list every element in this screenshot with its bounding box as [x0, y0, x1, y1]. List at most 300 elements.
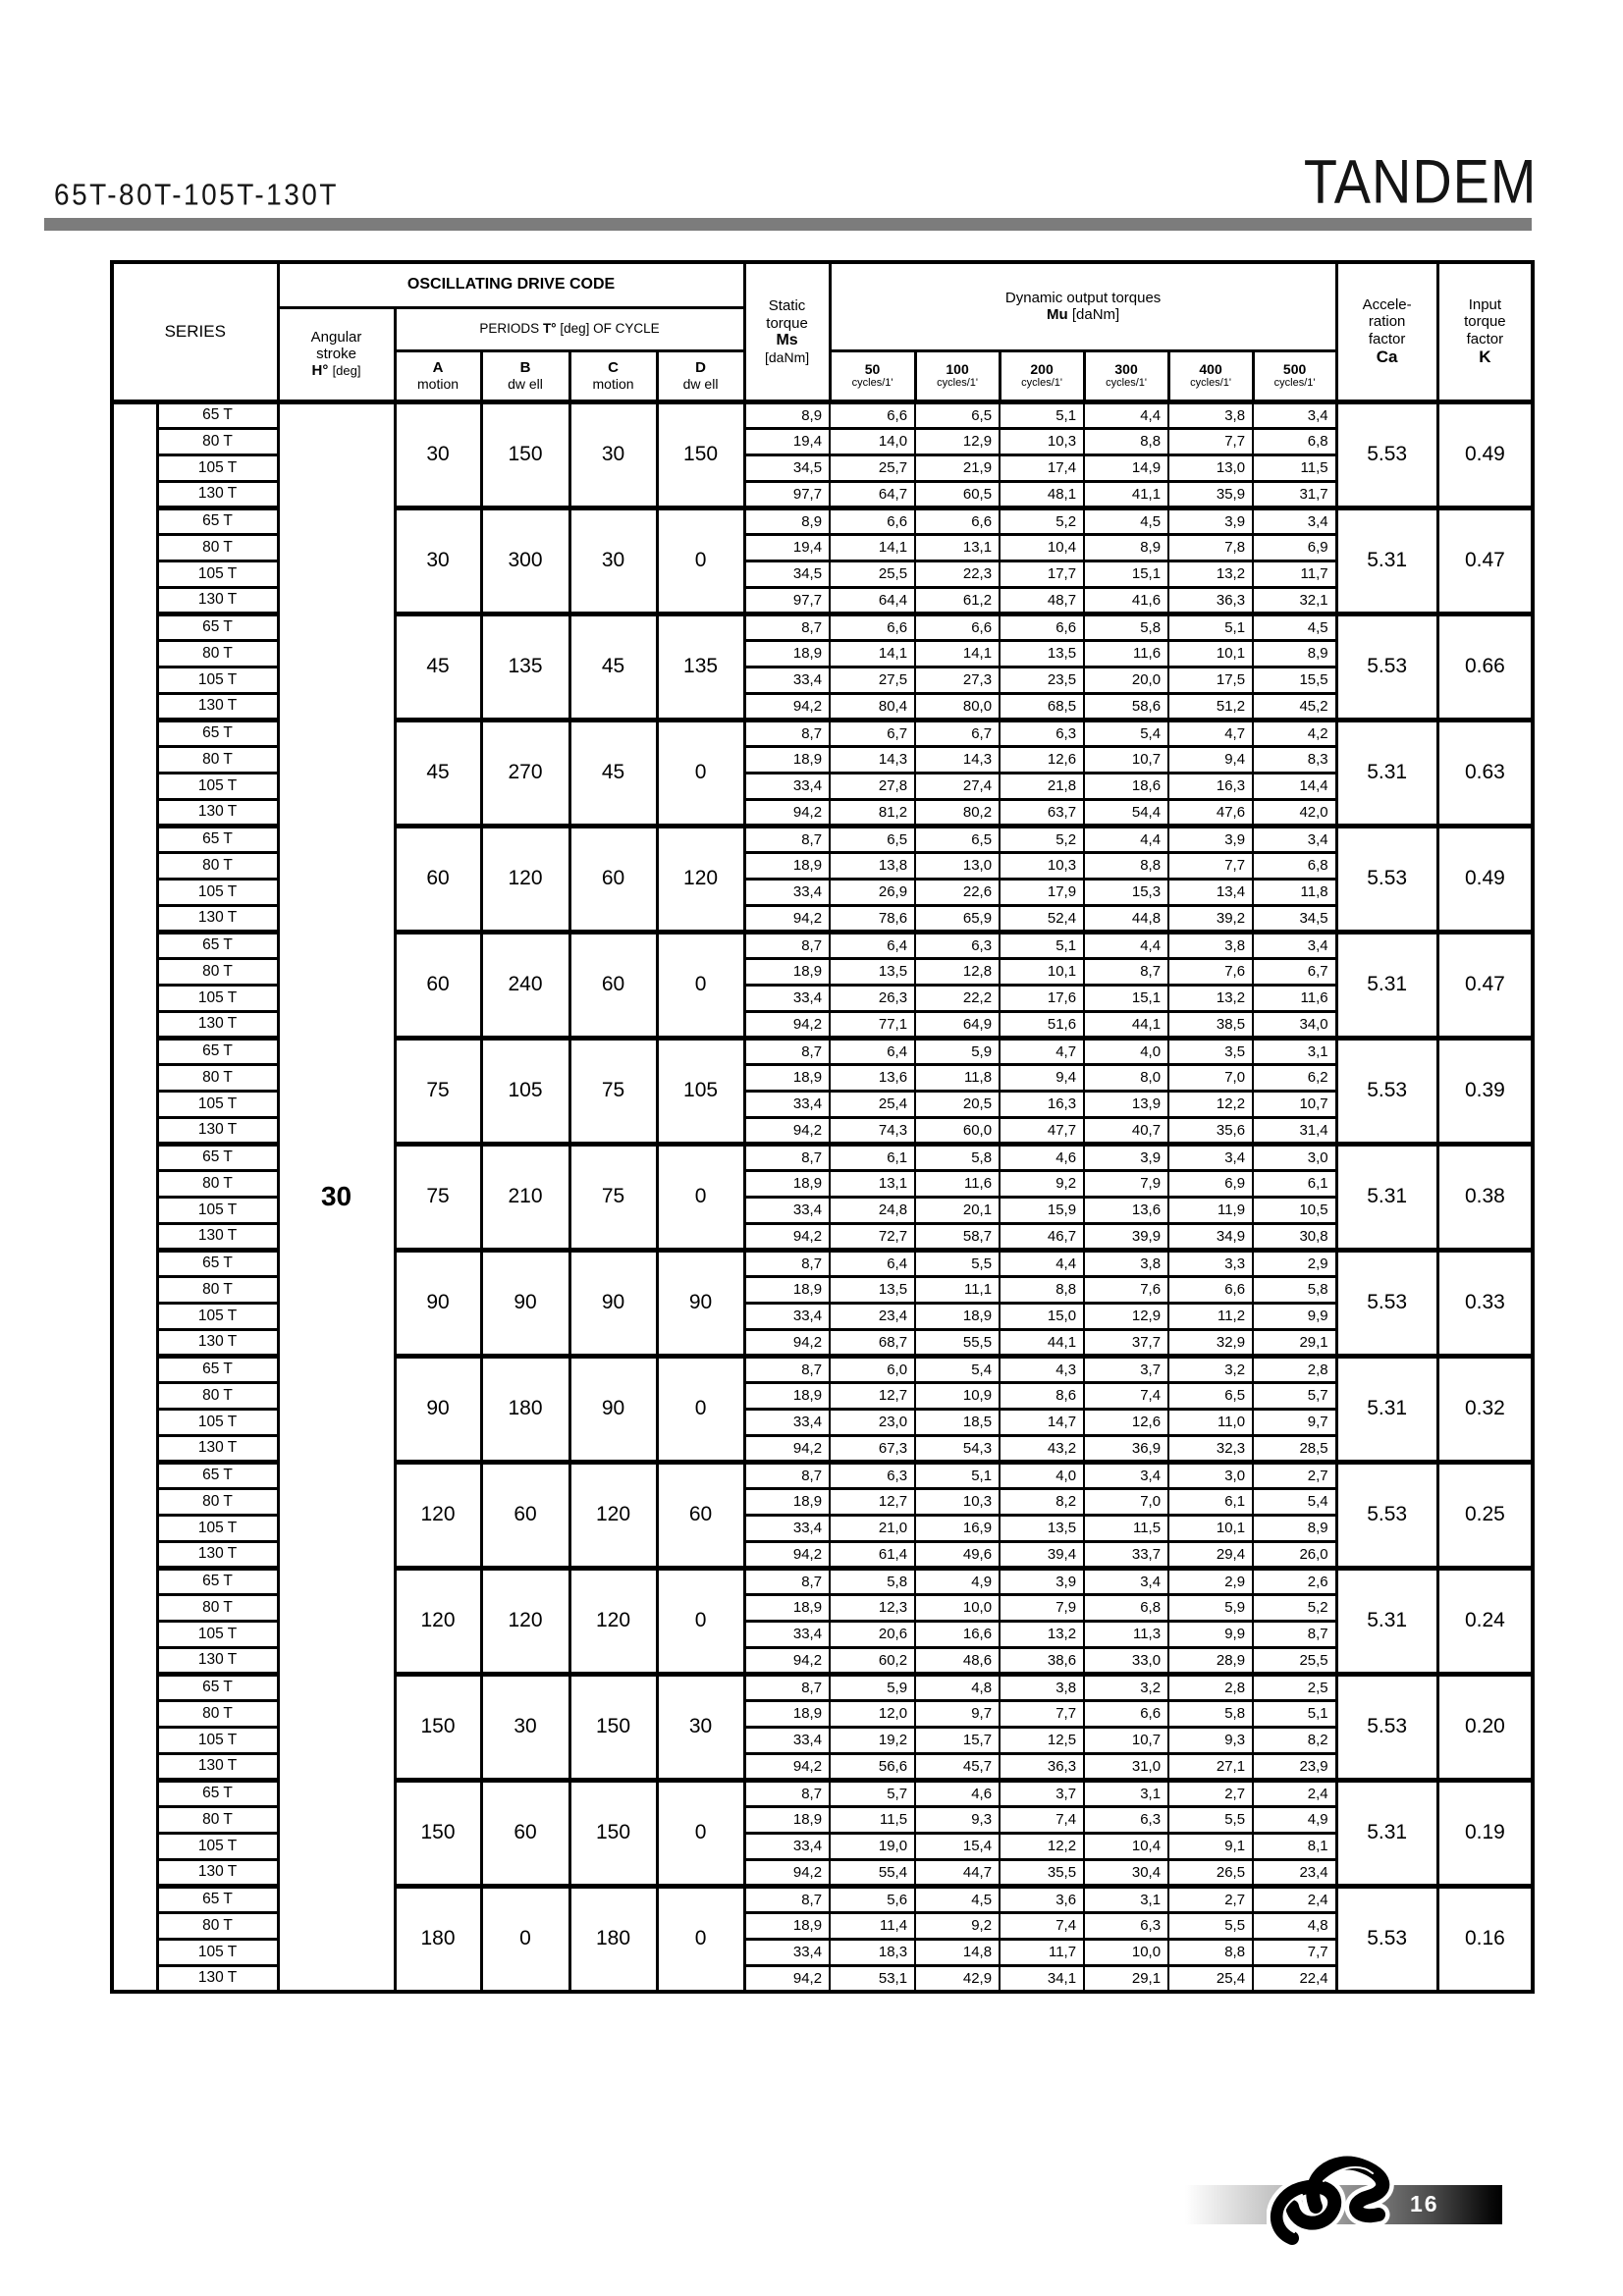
- static-torque-cell: 8,7: [744, 1568, 830, 1594]
- series-cell: 80 T: [157, 1064, 278, 1091]
- torque-value-cell: 3,4: [1253, 401, 1336, 428]
- torque-value-cell: 48,1: [1000, 481, 1084, 507]
- input-factor-line: factor: [1466, 330, 1504, 347]
- series-cell: 105 T: [157, 561, 278, 587]
- torque-value-cell: 42,9: [915, 1965, 1000, 1992]
- torque-value-cell: 72,7: [830, 1223, 915, 1250]
- torque-value-cell: 5,1: [1253, 1700, 1336, 1727]
- period-b-cell: 105: [481, 1038, 569, 1144]
- period-word: motion: [592, 376, 634, 393]
- torque-value-cell: 5,4: [1084, 720, 1168, 746]
- torque-value-cell: 5,8: [1084, 614, 1168, 640]
- series-cell: 130 T: [157, 1859, 278, 1886]
- series-cell: 130 T: [157, 1647, 278, 1674]
- torque-value-cell: 38,6: [1000, 1647, 1084, 1674]
- acceleration-factor-cell: 5.53: [1336, 1674, 1437, 1780]
- period-b-cell: 180: [481, 1356, 569, 1462]
- series-cell: 130 T: [157, 905, 278, 932]
- torque-value-cell: 3,2: [1168, 1356, 1253, 1382]
- period-d-cell: 150: [657, 401, 744, 507]
- torque-value-cell: 13,2: [1000, 1621, 1084, 1647]
- torque-value-cell: 3,9: [1168, 507, 1253, 534]
- torque-value-cell: 3,4: [1168, 1144, 1253, 1170]
- static-torque-cell: 18,9: [744, 958, 830, 985]
- torque-value-cell: 81,2: [830, 799, 915, 826]
- torque-value-cell: 12,9: [1084, 1303, 1168, 1329]
- divider-bar: [44, 218, 1532, 231]
- torque-value-cell: 10,5: [1253, 1197, 1336, 1223]
- torque-value-cell: 6,7: [915, 720, 1000, 746]
- torque-value-cell: 3,9: [1084, 1144, 1168, 1170]
- torque-value-cell: 31,7: [1253, 481, 1336, 507]
- period-a-cell: 60: [395, 932, 481, 1038]
- static-torque-cell: 33,4: [744, 1409, 830, 1435]
- period-d-cell: 0: [657, 1568, 744, 1674]
- torque-value-cell: 12,6: [1084, 1409, 1168, 1435]
- period-d-cell: 30: [657, 1674, 744, 1780]
- static-torque-cell: 94,2: [744, 1117, 830, 1144]
- torque-value-cell: 10,0: [1084, 1939, 1168, 1965]
- series-cell: 105 T: [157, 1833, 278, 1859]
- torque-value-cell: 80,0: [915, 693, 1000, 720]
- series-cell: 105 T: [157, 1515, 278, 1541]
- torque-value-cell: 26,3: [830, 985, 915, 1011]
- torque-value-cell: 8,3: [1253, 746, 1336, 773]
- torque-value-cell: 3,1: [1253, 1038, 1336, 1064]
- torque-value-cell: 36,9: [1084, 1435, 1168, 1462]
- static-torque-cell: 8,7: [744, 1356, 830, 1382]
- series-cell: 65 T: [157, 1356, 278, 1382]
- torque-value-cell: 6,9: [1168, 1170, 1253, 1197]
- static-torque-cell: 94,2: [744, 799, 830, 826]
- torque-value-cell: 5,2: [1000, 826, 1084, 852]
- period-word: dw ell: [508, 376, 543, 393]
- torque-value-cell: 4,5: [1084, 507, 1168, 534]
- torque-value-cell: 54,4: [1084, 799, 1168, 826]
- cycles-value: 300: [1114, 361, 1138, 378]
- torque-value-cell: 31,4: [1253, 1117, 1336, 1144]
- torque-value-cell: 21,8: [1000, 773, 1084, 799]
- cycles-unit: cycles/1': [851, 377, 893, 390]
- series-cell: 80 T: [157, 958, 278, 985]
- torque-value-cell: 9,7: [1253, 1409, 1336, 1435]
- acceleration-factor-cell: 5.53: [1336, 1250, 1437, 1356]
- series-cell: 80 T: [157, 640, 278, 667]
- acceleration-factor-cell: 5.53: [1336, 826, 1437, 932]
- period-c-cell: 150: [569, 1780, 657, 1886]
- torque-value-cell: 5,1: [1000, 932, 1084, 958]
- acceleration-factor-cell: 5.53: [1336, 1462, 1437, 1568]
- torque-value-cell: 3,5: [1168, 1038, 1253, 1064]
- static-torque-cell: 94,2: [744, 905, 830, 932]
- torque-value-cell: 80,4: [830, 693, 915, 720]
- torque-value-cell: 10,3: [915, 1488, 1000, 1515]
- torque-value-cell: 3,2: [1084, 1674, 1168, 1700]
- series-cell: 65 T: [157, 1144, 278, 1170]
- torque-value-cell: 74,3: [830, 1117, 915, 1144]
- angular-symbol: H°: [311, 362, 329, 380]
- period-c-cell: 30: [569, 507, 657, 614]
- torque-value-cell: 5,4: [915, 1356, 1000, 1382]
- torque-value-cell: 13,2: [1168, 985, 1253, 1011]
- static-torque-cell: 33,4: [744, 879, 830, 905]
- torque-value-cell: 4,5: [1253, 614, 1336, 640]
- col-header-period-a: [395, 350, 481, 401]
- static-torque-cell: 19,4: [744, 428, 830, 454]
- torque-value-cell: 77,1: [830, 1011, 915, 1038]
- torque-value-cell: 36,3: [1000, 1753, 1084, 1780]
- period-a-cell: 120: [395, 1568, 481, 1674]
- static-torque-cell: 18,9: [744, 1488, 830, 1515]
- torque-value-cell: 4,4: [1084, 826, 1168, 852]
- period-letter: B: [519, 358, 531, 376]
- static-torque-cell: 94,2: [744, 1541, 830, 1568]
- static-torque-line: Static: [768, 297, 806, 315]
- cycles-value: 100: [946, 361, 969, 378]
- torque-value-cell: 2,8: [1253, 1356, 1336, 1382]
- torque-value-cell: 12,7: [830, 1382, 915, 1409]
- torque-value-cell: 8,0: [1084, 1064, 1168, 1091]
- period-d-cell: 0: [657, 1780, 744, 1886]
- torque-value-cell: 14,7: [1000, 1409, 1084, 1435]
- torque-value-cell: 6,3: [1084, 1912, 1168, 1939]
- torque-value-cell: 12,2: [1168, 1091, 1253, 1117]
- torque-value-cell: 13,1: [915, 534, 1000, 561]
- torque-value-cell: 17,6: [1000, 985, 1084, 1011]
- torque-value-cell: 11,6: [1253, 985, 1336, 1011]
- torque-value-cell: 5,8: [1168, 1700, 1253, 1727]
- col-header-static-torque: [744, 262, 830, 401]
- torque-value-cell: 13,5: [830, 958, 915, 985]
- torque-value-cell: 11,9: [1168, 1197, 1253, 1223]
- torque-value-cell: 13,5: [1000, 640, 1084, 667]
- static-torque-cell: 18,9: [744, 852, 830, 879]
- table-row: [112, 401, 1533, 428]
- torque-value-cell: 44,7: [915, 1859, 1000, 1886]
- torque-value-cell: 19,0: [830, 1833, 915, 1859]
- series-cell: 65 T: [157, 614, 278, 640]
- period-a-cell: 90: [395, 1356, 481, 1462]
- torque-value-cell: 2,5: [1253, 1674, 1336, 1700]
- torque-value-cell: 7,0: [1084, 1488, 1168, 1515]
- period-letter: C: [608, 358, 619, 376]
- torque-value-cell: 14,1: [830, 640, 915, 667]
- torque-value-cell: 6,6: [915, 507, 1000, 534]
- acceleration-factor-cell: 5.31: [1336, 1780, 1437, 1886]
- torque-value-cell: 47,6: [1168, 799, 1253, 826]
- static-torque-cell: 33,4: [744, 1727, 830, 1753]
- cycles-value: 400: [1199, 361, 1222, 378]
- torque-value-cell: 8,7: [1253, 1621, 1336, 1647]
- torque-value-cell: 11,7: [1000, 1939, 1084, 1965]
- input-factor-line: torque: [1464, 313, 1506, 331]
- torque-value-cell: 2,8: [1168, 1674, 1253, 1700]
- static-torque-cell: 8,7: [744, 1250, 830, 1276]
- torque-value-cell: 5,2: [1000, 507, 1084, 534]
- series-cell: 130 T: [157, 1329, 278, 1356]
- torque-value-cell: 61,4: [830, 1541, 915, 1568]
- input-factor-cell: 0.24: [1437, 1568, 1533, 1674]
- cycles-value: 50: [864, 361, 881, 378]
- torque-value-cell: 15,3: [1084, 879, 1168, 905]
- torque-value-cell: 39,9: [1084, 1223, 1168, 1250]
- torque-value-cell: 32,3: [1168, 1435, 1253, 1462]
- torque-value-cell: 6,1: [830, 1144, 915, 1170]
- torque-value-cell: 8,8: [1168, 1939, 1253, 1965]
- torque-value-cell: 48,7: [1000, 587, 1084, 614]
- period-b-cell: 90: [481, 1250, 569, 1356]
- torque-value-cell: 9,3: [1168, 1727, 1253, 1753]
- torque-value-cell: 11,7: [1253, 561, 1336, 587]
- torque-value-cell: 25,4: [830, 1091, 915, 1117]
- torque-value-cell: 6,5: [915, 826, 1000, 852]
- series-cell: 130 T: [157, 587, 278, 614]
- cycles-value: 200: [1030, 361, 1054, 378]
- torque-value-cell: 68,5: [1000, 693, 1084, 720]
- torque-value-cell: 4,7: [1168, 720, 1253, 746]
- torque-value-cell: 15,7: [915, 1727, 1000, 1753]
- torque-value-cell: 3,8: [1168, 401, 1253, 428]
- torque-value-cell: 5,1: [1168, 614, 1253, 640]
- col-header-cycles-200: [1000, 350, 1084, 401]
- torque-value-cell: 65,9: [915, 905, 1000, 932]
- torque-value-cell: 34,5: [1253, 905, 1336, 932]
- torque-value-cell: 7,9: [1000, 1594, 1084, 1621]
- periods-unit-text: [deg] OF CYCLE: [560, 321, 660, 337]
- torque-value-cell: 29,1: [1084, 1965, 1168, 1992]
- torque-value-cell: 52,4: [1000, 905, 1084, 932]
- series-cell: 65 T: [157, 1038, 278, 1064]
- torque-value-cell: 20,6: [830, 1621, 915, 1647]
- torque-value-cell: 39,4: [1000, 1541, 1084, 1568]
- torque-value-cell: 14,3: [915, 746, 1000, 773]
- torque-value-cell: 6,6: [830, 401, 915, 428]
- torque-value-cell: 32,1: [1253, 587, 1336, 614]
- period-d-cell: 0: [657, 1144, 744, 1250]
- torque-value-cell: 17,7: [1000, 561, 1084, 587]
- static-torque-cell: 8,7: [744, 1886, 830, 1912]
- torque-value-cell: 9,9: [1253, 1303, 1336, 1329]
- knot-logo-icon: [1267, 2152, 1404, 2250]
- input-factor-cell: 0.20: [1437, 1674, 1533, 1780]
- torque-value-cell: 7,4: [1000, 1912, 1084, 1939]
- period-b-cell: 120: [481, 1568, 569, 1674]
- torque-value-cell: 10,3: [1000, 428, 1084, 454]
- torque-value-cell: 28,9: [1168, 1647, 1253, 1674]
- torque-value-cell: 12,2: [1000, 1833, 1084, 1859]
- series-cell: 105 T: [157, 454, 278, 481]
- torque-value-cell: 14,0: [830, 428, 915, 454]
- accel-line: Accele-: [1362, 296, 1412, 314]
- period-a-cell: 60: [395, 826, 481, 932]
- period-d-cell: 120: [657, 826, 744, 932]
- torque-value-cell: 37,7: [1084, 1329, 1168, 1356]
- series-cell: 105 T: [157, 667, 278, 693]
- torque-value-cell: 17,5: [1168, 667, 1253, 693]
- series-cell: 130 T: [157, 1435, 278, 1462]
- acceleration-factor-cell: 5.53: [1336, 401, 1437, 507]
- input-factor-cell: 0.39: [1437, 1038, 1533, 1144]
- input-factor-cell: 0.32: [1437, 1356, 1533, 1462]
- table-header: [112, 262, 1533, 401]
- torque-value-cell: 11,4: [830, 1912, 915, 1939]
- period-c-cell: 45: [569, 614, 657, 720]
- torque-value-cell: 14,3: [830, 746, 915, 773]
- torque-value-cell: 35,6: [1168, 1117, 1253, 1144]
- torque-value-cell: 2,6: [1253, 1568, 1336, 1594]
- torque-value-cell: 29,1: [1253, 1329, 1336, 1356]
- static-torque-cell: 18,9: [744, 1382, 830, 1409]
- series-cell: 80 T: [157, 1488, 278, 1515]
- torque-value-cell: 8,8: [1084, 852, 1168, 879]
- torque-value-cell: 14,4: [1253, 773, 1336, 799]
- torque-value-cell: 12,9: [915, 428, 1000, 454]
- angular-unit: [deg]: [332, 363, 361, 379]
- static-torque-cell: 34,5: [744, 454, 830, 481]
- torque-value-cell: 13,0: [1168, 454, 1253, 481]
- torque-value-cell: 5,8: [915, 1144, 1000, 1170]
- cycles-unit: cycles/1': [1190, 377, 1231, 390]
- torque-value-cell: 6,8: [1253, 428, 1336, 454]
- period-b-cell: 30: [481, 1674, 569, 1780]
- torque-value-cell: 9,4: [1000, 1064, 1084, 1091]
- torque-value-cell: 41,6: [1084, 587, 1168, 614]
- torque-value-cell: 12,8: [915, 958, 1000, 985]
- series-cell: 65 T: [157, 720, 278, 746]
- torque-value-cell: 3,0: [1253, 1144, 1336, 1170]
- torque-value-cell: 23,4: [830, 1303, 915, 1329]
- series-cell: 80 T: [157, 852, 278, 879]
- static-torque-cell: 94,2: [744, 1011, 830, 1038]
- torque-value-cell: 6,4: [830, 1250, 915, 1276]
- torque-value-cell: 16,9: [915, 1515, 1000, 1541]
- torque-value-cell: 4,4: [1084, 401, 1168, 428]
- period-d-cell: 135: [657, 614, 744, 720]
- torque-value-cell: 14,1: [915, 640, 1000, 667]
- torque-value-cell: 25,5: [1253, 1647, 1336, 1674]
- torque-value-cell: 60,5: [915, 481, 1000, 507]
- torque-value-cell: 4,8: [1253, 1912, 1336, 1939]
- input-factor-cell: 0.19: [1437, 1780, 1533, 1886]
- torque-value-cell: 25,7: [830, 454, 915, 481]
- cycles-unit: cycles/1': [1106, 377, 1147, 390]
- torque-value-cell: 13,5: [830, 1276, 915, 1303]
- torque-value-cell: 3,1: [1084, 1886, 1168, 1912]
- torque-value-cell: 27,1: [1168, 1753, 1253, 1780]
- static-torque-cell: 94,2: [744, 1329, 830, 1356]
- page-title-models: 65T-80T-105T-130T: [54, 178, 339, 211]
- torque-value-cell: 35,9: [1168, 481, 1253, 507]
- torque-value-cell: 6,3: [1000, 720, 1084, 746]
- series-cell: 130 T: [157, 799, 278, 826]
- torque-value-cell: 15,5: [1253, 667, 1336, 693]
- static-torque-cell: 94,2: [744, 1859, 830, 1886]
- torque-value-cell: 6,6: [1000, 614, 1084, 640]
- torque-value-cell: 13,5: [1000, 1515, 1084, 1541]
- period-b-cell: 0: [481, 1886, 569, 1992]
- torque-value-cell: 5,5: [1168, 1806, 1253, 1833]
- series-cell: 80 T: [157, 1382, 278, 1409]
- torque-value-cell: 45,2: [1253, 693, 1336, 720]
- torque-value-cell: 47,7: [1000, 1117, 1084, 1144]
- series-cell: 105 T: [157, 1409, 278, 1435]
- torque-value-cell: 11,5: [1253, 454, 1336, 481]
- torque-value-cell: 11,8: [1253, 879, 1336, 905]
- torque-value-cell: 11,8: [915, 1064, 1000, 1091]
- torque-value-cell: 9,2: [1000, 1170, 1084, 1197]
- torque-value-cell: 46,7: [1000, 1223, 1084, 1250]
- torque-value-cell: 10,1: [1168, 1515, 1253, 1541]
- static-torque-cell: 18,9: [744, 1700, 830, 1727]
- torque-value-cell: 78,6: [830, 905, 915, 932]
- torque-value-cell: 28,5: [1253, 1435, 1336, 1462]
- series-cell: 130 T: [157, 1117, 278, 1144]
- period-b-cell: 60: [481, 1462, 569, 1568]
- col-header-dynamic-torques: [830, 262, 1336, 350]
- torque-value-cell: 15,1: [1084, 985, 1168, 1011]
- torque-value-cell: 9,4: [1168, 746, 1253, 773]
- static-torque-cell: 18,9: [744, 1276, 830, 1303]
- series-cell: 65 T: [157, 932, 278, 958]
- torque-value-cell: 8,2: [1253, 1727, 1336, 1753]
- period-c-cell: 60: [569, 932, 657, 1038]
- static-torque-cell: 33,4: [744, 1939, 830, 1965]
- torque-value-cell: 2,7: [1168, 1886, 1253, 1912]
- torque-value-cell: 4,6: [1000, 1144, 1084, 1170]
- torque-value-cell: 3,9: [1000, 1568, 1084, 1594]
- period-letter: A: [432, 358, 444, 376]
- torque-value-cell: 6,1: [1168, 1488, 1253, 1515]
- series-cell: 105 T: [157, 1091, 278, 1117]
- static-torque-symbol: Ms: [776, 331, 798, 348]
- torque-value-cell: 34,0: [1253, 1011, 1336, 1038]
- torque-value-cell: 6,6: [830, 614, 915, 640]
- period-d-cell: 90: [657, 1250, 744, 1356]
- mu-symbol: Mu: [1047, 306, 1068, 324]
- torque-value-cell: 8,9: [1253, 640, 1336, 667]
- series-cell: 80 T: [157, 1276, 278, 1303]
- torque-value-cell: 39,2: [1168, 905, 1253, 932]
- torque-value-cell: 20,1: [915, 1197, 1000, 1223]
- torque-value-cell: 16,6: [915, 1621, 1000, 1647]
- torque-value-cell: 15,0: [1000, 1303, 1084, 1329]
- col-header-cycles-50: [830, 350, 915, 401]
- torque-value-cell: 32,9: [1168, 1329, 1253, 1356]
- input-factor-symbol: K: [1479, 347, 1491, 366]
- torque-value-cell: 2,4: [1253, 1886, 1336, 1912]
- series-cell: 105 T: [157, 985, 278, 1011]
- torque-value-cell: 6,5: [915, 401, 1000, 428]
- torque-value-cell: 8,6: [1000, 1382, 1084, 1409]
- torque-value-cell: 6,6: [915, 614, 1000, 640]
- torque-value-cell: 49,6: [915, 1541, 1000, 1568]
- period-d-cell: 0: [657, 720, 744, 826]
- series-cell: 105 T: [157, 1621, 278, 1647]
- acceleration-factor-cell: 5.31: [1336, 1356, 1437, 1462]
- static-torque-cell: 18,9: [744, 746, 830, 773]
- torque-value-cell: 34,9: [1168, 1223, 1253, 1250]
- static-torque-cell: 8,9: [744, 401, 830, 428]
- input-factor-cell: 0.25: [1437, 1462, 1533, 1568]
- static-torque-cell: 18,9: [744, 640, 830, 667]
- static-torque-cell: 18,9: [744, 1064, 830, 1091]
- angular-line: Angular: [310, 328, 362, 346]
- torque-value-cell: 11,5: [1084, 1515, 1168, 1541]
- torque-value-cell: 8,9: [1253, 1515, 1336, 1541]
- static-torque-cell: 8,7: [744, 614, 830, 640]
- static-torque-cell: 8,7: [744, 1462, 830, 1488]
- torque-value-cell: 9,1: [1168, 1833, 1253, 1859]
